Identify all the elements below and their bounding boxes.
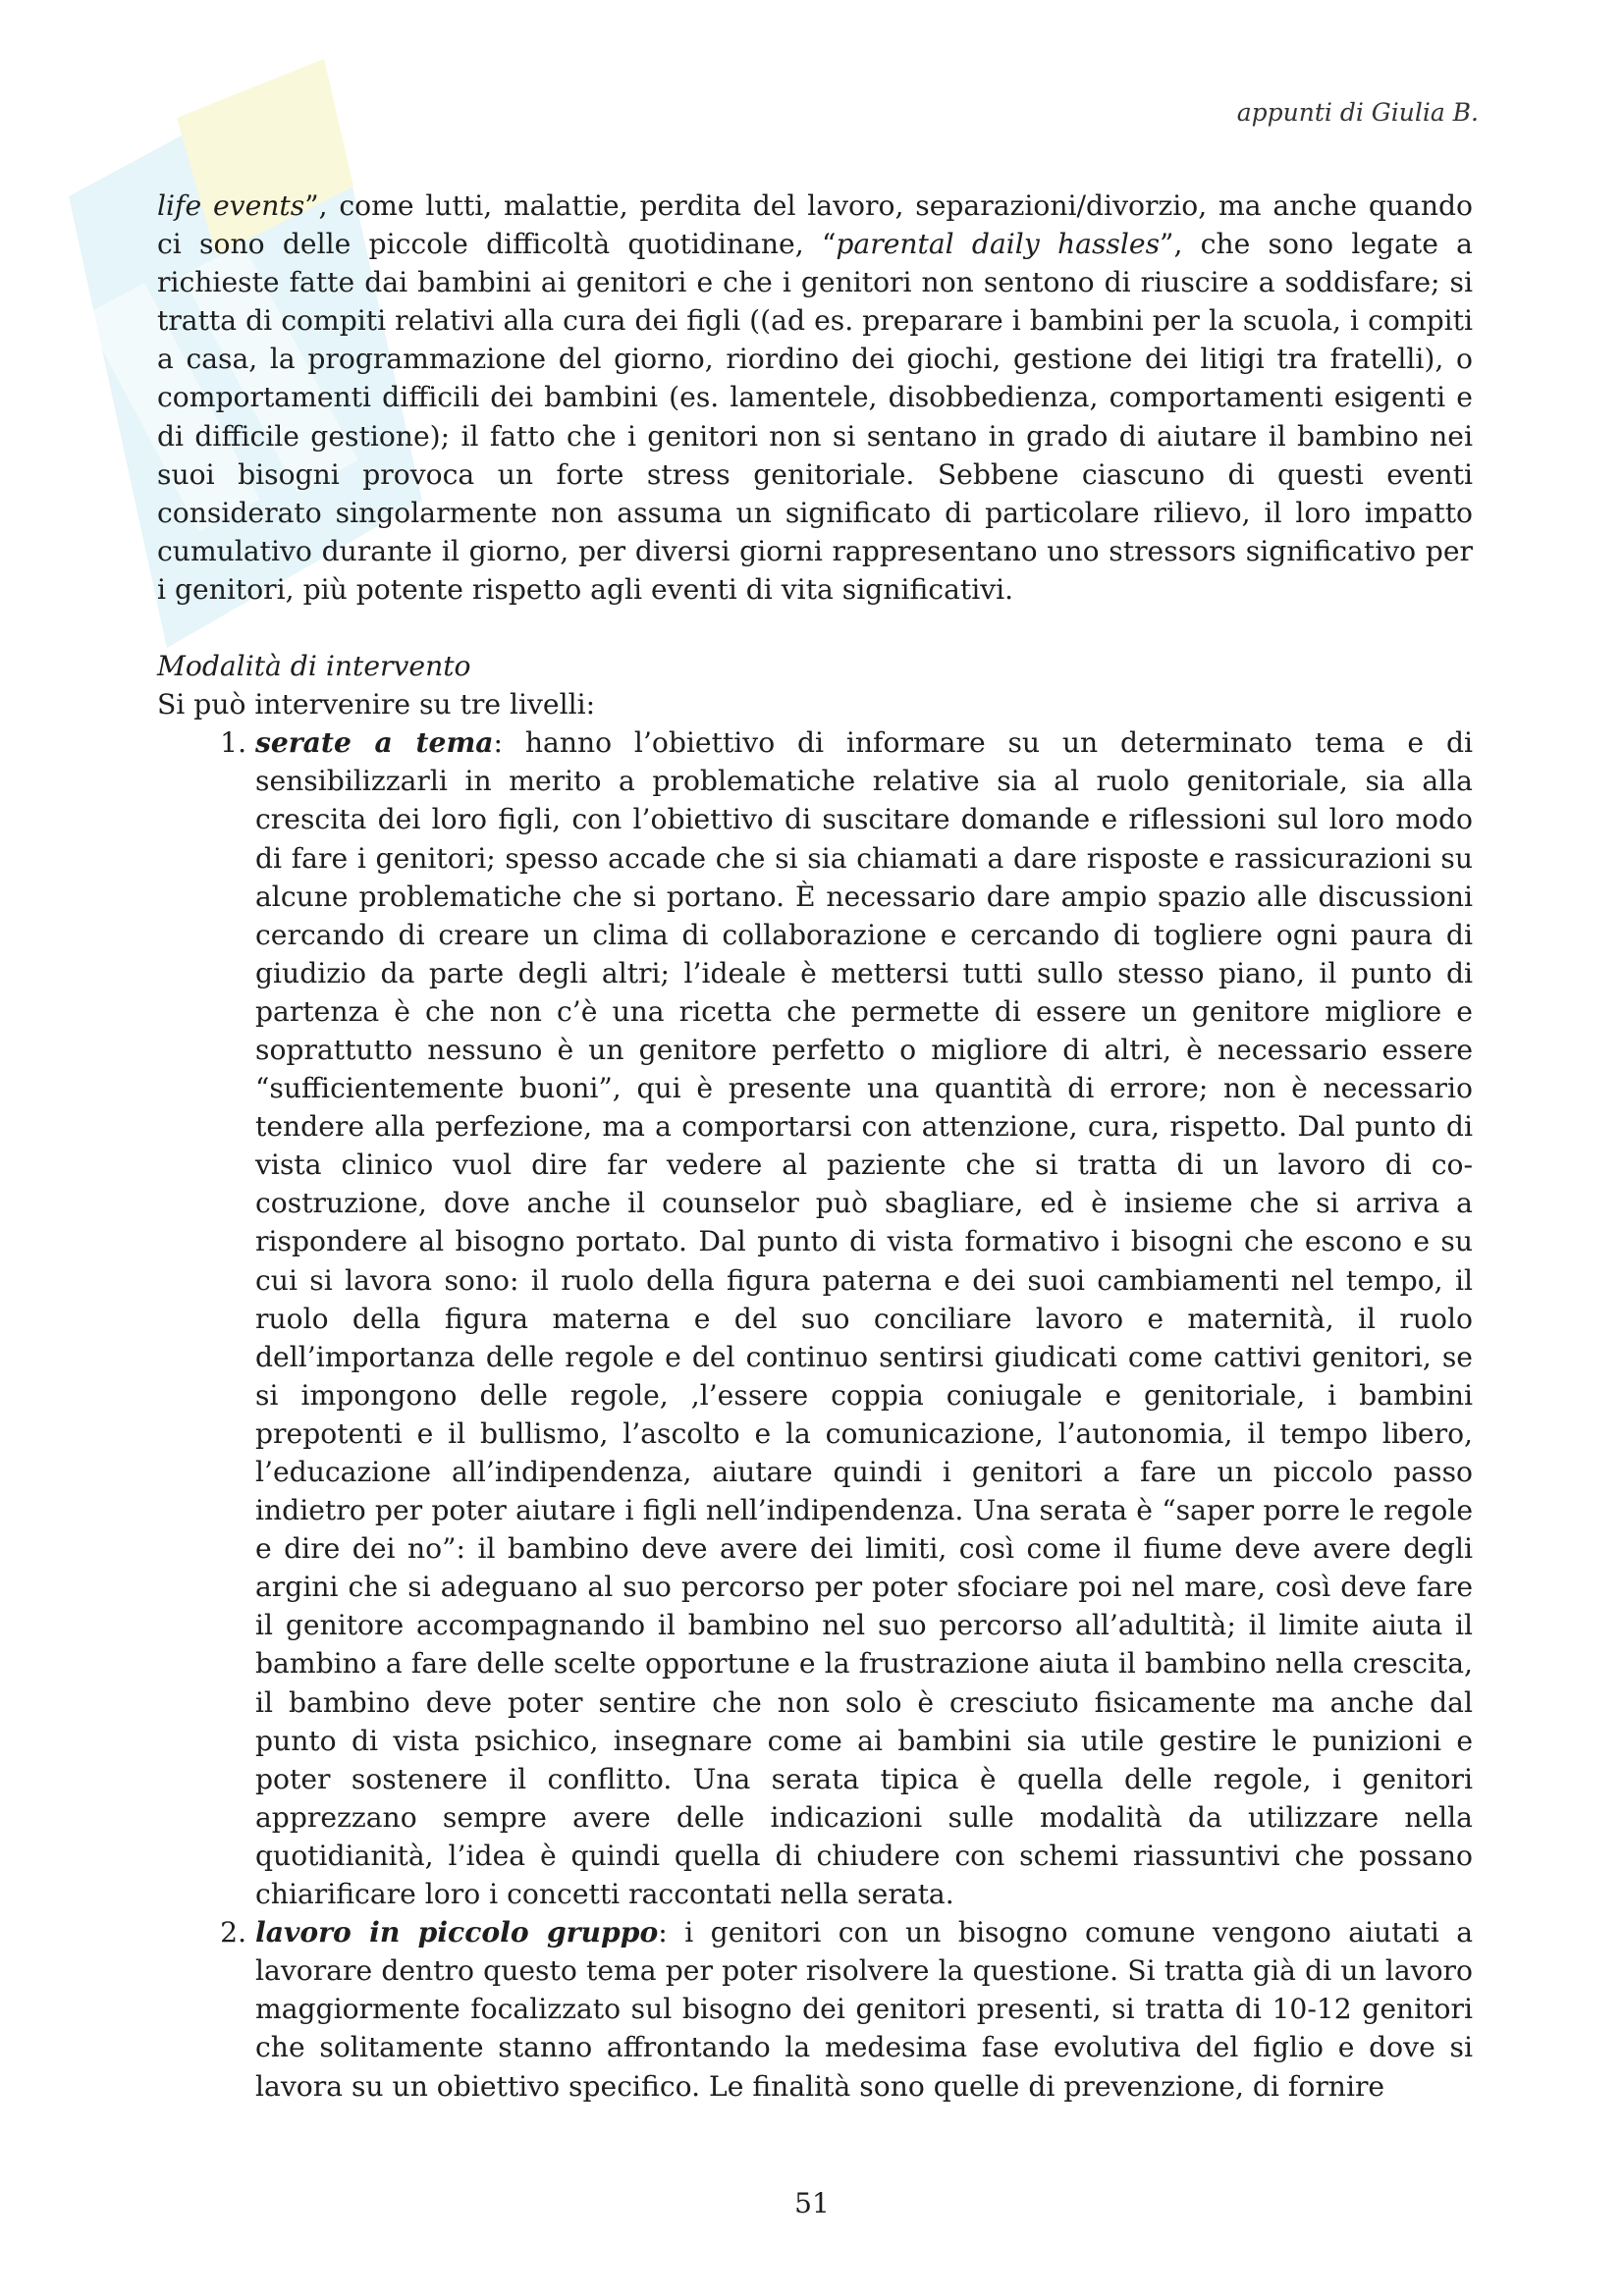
page-number: 51 — [794, 2187, 830, 2219]
item-text: : i genitori con un bisogno comune vengono aiutati a lavorare dentro questo tema per poter risolvere la questione. Si tratta già di un lavoro maggiormente focalizzato sul bisogno dei genitori presenti, si tratta di 10-12 genitori che solitamente stanno affrontando la medesima fase evolutiva del figlio e dove si lavora su un obiettivo specifico. Le finalità sono quelle di prevenzione, di fornire — [255, 1916, 1473, 2103]
intervention-levels-list — [157, 723, 1473, 2105]
list-item — [255, 1913, 1473, 2105]
term-life-events: life events — [157, 189, 305, 222]
section-title: Modalità di intervento — [157, 650, 471, 683]
page-header-author: appunti di Giulia B. — [1236, 98, 1479, 127]
page-body — [157, 187, 1473, 2106]
section-intro: Si può intervenire su tre livelli: — [157, 688, 596, 721]
item-text: : hanno l’obiettivo di informare su un determinato tema e di sensibilizzarli in merito a problematiche relative sia al ruolo genitoriale, sia alla crescita dei loro figli, con l’obiettivo di suscitare domande e riflessioni sul loro modo di fare i genitori; spesso accade che si sia chiamati a dare risposte e rassicurazioni su alcune problematiche che si portano. È necessario dare ampio spazio alle discussioni cercando di creare un clima di collaborazione e cercando di togliere ogni paura di giudizio da parte degli altri; l’ideale è mettersi tutti sullo stesso piano, il punto di partenza è che non c’è una ricetta che permette di essere un genitore migliore e soprattutto nessuno è un genitore perfetto o migliore di altri, è necessario essere “sufficientemente buoni”, qui è presente una quantità di errore; non è necessario tendere alla perfezione, ma a comportarsi con attenzione, cura, rispetto. Dal punto di vista clinico vuol dire far vedere al paziente che si tratta di un lavoro di co-costruzione, dove anche il counselor può sbagliare, ed è insieme che si arriva a rispondere al bisogno portato. Dal punto di vista formativo i bisogni che escono e su cui si lavora sono: il ruolo della figura paterna e dei suoi cambiamenti nel tempo, il ruolo della figura materna e del suo conciliare lavoro e maternità, il ruolo dell’importanza delle regole e del continuo sentirsi giudicati come cattivi genitori, se si impongono delle regole, ,l’essere coppia coniugale e genitoriale, i bambini prepotenti e il bullismo, l’ascolto e la comunicazione, l’autonomia, il tempo libero, l’educazione all’indipendenza, aiutare quindi i genitori a fare un piccolo passo indietro per poter aiutare i figli nell’indipendenza. Una serata è “saper porre le regole e dire dei no”: il bambino deve avere dei limiti, così come il fiume deve avere degli argini che si adeguano al suo percorso per poter sfociare poi nel mare, così deve fare il genitore accompagnando il bambino nel suo percorso all’adultità; il limite aiuta il bambino a fare delle scelte opportune e la frustrazione aiuta il bambino nella crescita, il bambino deve poter sentire che non solo è cresciuto fisicamente ma anche dal punto di vista psichico, insegnare come ai bambini sia utile gestire le punizioni e poter sostenere il conflitto. Una serata tipica è quella delle regole, i genitori apprezzano sempre avere delle indicazioni sulle modalità da utilizzare nella quotidianità, l’idea è quindi quella di chiudere con schemi riassuntivi che possano chiarificare loro i concetti raccontati nella serata. — [255, 726, 1474, 1911]
term-parental-daily-hassles: parental daily hassles — [836, 228, 1161, 261]
item-term: serate a tema — [255, 726, 494, 760]
item-term: lavoro in piccolo gruppo — [255, 1916, 659, 1949]
intro-text-part2: ”, che sono legate a richieste fatte dai bambini ai genitori e che i genitori non sentono di riuscire a soddisfare; si tratta di compiti relativi alla cura dei figli ((ad es. preparare i bambini per la scuola, i compiti a casa, la programmazione del giorno, riordino dei giochi, gestione dei litigi tra fratelli), o comportamenti difficili dei bambini (es. lamentele, disobbedienza, comportamenti esigenti e di difficile gestione); il fatto che i genitori non si sentano in grado di aiutare il bambino nei suoi bisogni provoca un forte stress genitoriale. Sebbene ciascuno di questi eventi considerato singolarmente non assuma un significato di particolare rilievo, il loro impatto cumulativo durante il giorno, per diversi giorni rappresentano uno stressors significativo per i genitori, più potente rispetto agli eventi di vita significativi. — [157, 228, 1473, 606]
intro-text-part1: ”, come lutti, malattie, perdita del lavoro, separazioni/divorzio, ma anche quando ci sono delle piccole difficoltà quotidinane, “ — [157, 189, 1473, 261]
list-item — [255, 723, 1473, 1913]
intro-paragraph — [157, 187, 1473, 609]
